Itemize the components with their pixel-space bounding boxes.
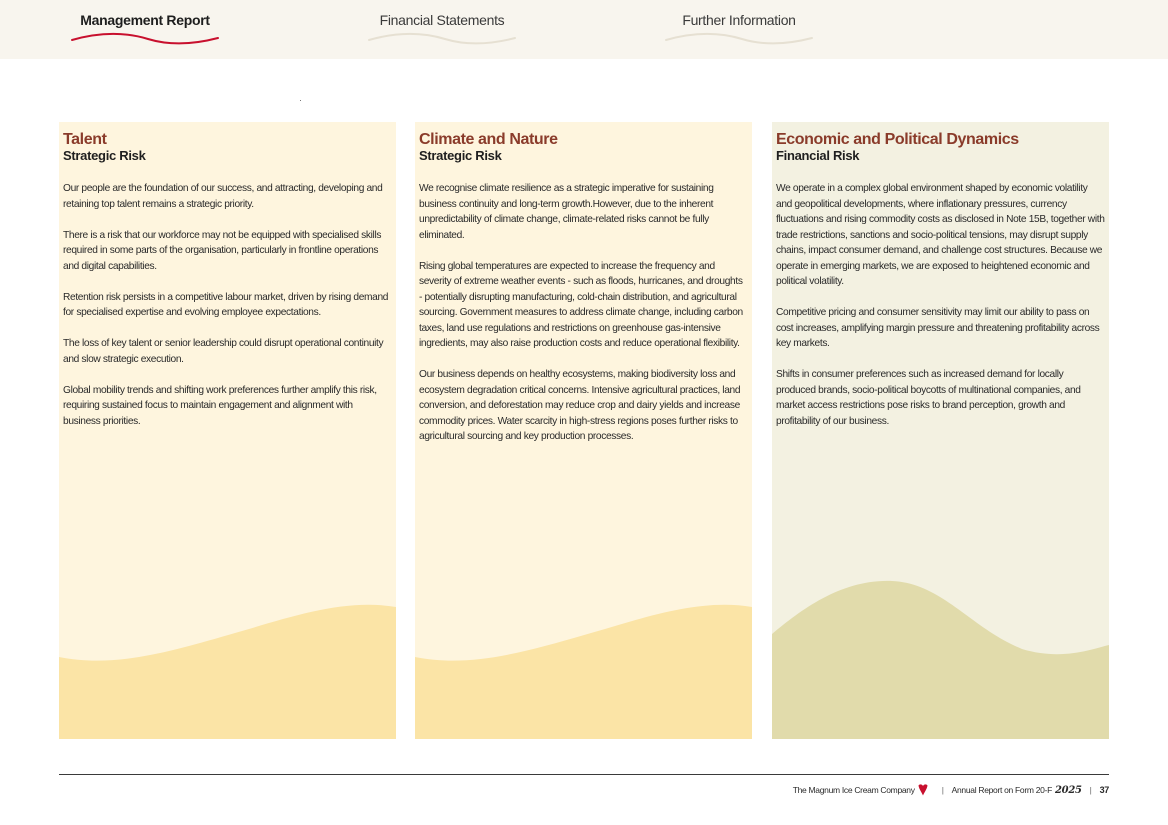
card-subtitle: Strategic Risk <box>419 148 502 163</box>
card-paragraph: We recognise climate resilience as a strategic imperative for sustaining business continuity and long-term growth.However, due to the inherent unpredictability of climate change, climate-related risks cannot be fully eliminated. <box>419 183 714 241</box>
card-paragraph: Shifts in consumer preferences such as increased demand for locally produced brands, socio-political boycotts of multinational companies, and market access restrictions pose risks to brand perception, growth and profitability of our business. <box>776 369 1081 427</box>
card-title: Talent <box>63 131 107 148</box>
stray-dot <box>300 100 301 101</box>
card-paragraph: Retention risk persists in a competitive labour market, driven by rising demand for specialised expertise and evolving employee expectations. <box>63 291 389 318</box>
card-paragraph: Our business depends on healthy ecosystems, making biodiversity loss and ecosystem degradation critical concerns. Intensive agricultural practices, land conversion, and deforestation may reduce crop and dairy yields and increase commodity prices. Water scarcity in high-stress regions poses further risks to agricultural sourcing and key production processes. <box>419 369 741 442</box>
tab-further-information[interactable] <box>664 12 814 48</box>
risk-card-climate-and-nature <box>415 122 752 739</box>
tab-financial-statements[interactable] <box>367 12 517 48</box>
tab-label: Financial Statements <box>379 12 505 28</box>
card-paragraph: Competitive pricing and consumer sensitivity may limit our ability to pass on cost increases, amplifying margin pressure and threatening profitability across key markets. <box>776 307 1100 349</box>
card-paragraph: Our people are the foundation of our success, and attracting, developing and retaining top talent remains a strategic priority. <box>63 183 383 210</box>
footer-year: 2025 <box>1055 784 1082 796</box>
tab-label: Management Report <box>80 12 210 28</box>
card-paragraph: Rising global temperatures are expected to increase the frequency and severity of extreme weather events - such as floods, hurricanes, and droughts - potentially disrupting manufacturing, cold-chain distribution, and agricultural sourcing. Government measures to address climate change, including carbon taxes, land use regulations and restrictions on greenhouse gas-intensive ingredients, may also raise production costs and reduce operational flexibility. <box>419 260 743 349</box>
footer-divider <box>59 774 1109 775</box>
footer-separator: | <box>1089 785 1092 795</box>
card-paragraph: There is a risk that our workforce may not be equipped with specialised skills required in some parts of the organisation, particularly in frontline operations and digital capabilities. <box>63 229 382 272</box>
risk-card-talent <box>59 122 396 739</box>
card-wave-decoration <box>59 589 396 739</box>
footer-separator: | <box>941 785 944 795</box>
page-footer <box>793 784 1109 796</box>
brand-heart-icon <box>918 784 928 796</box>
footer-report-name: Annual Report on Form 20-F <box>951 785 1053 795</box>
tab-underline-wave <box>70 32 220 46</box>
tab-label: Further Information <box>682 12 796 28</box>
card-wave-decoration <box>415 589 752 739</box>
tab-underline-wave <box>664 32 814 46</box>
card-title: Economic and Political Dynamics <box>776 131 1019 148</box>
card-paragraph: Global mobility trends and shifting work preferences further amplify this risk, requiring sustained focus to maintain engagement and alignment with business priorities. <box>63 384 377 427</box>
top-navigation-bar <box>0 0 1168 59</box>
card-paragraph: The loss of key talent or senior leadership could disrupt operational continuity and slow strategic execution. <box>63 338 384 365</box>
card-subtitle: Strategic Risk <box>63 148 146 163</box>
card-subtitle: Financial Risk <box>776 148 860 163</box>
footer-company-name: The Magnum Ice Cream Company <box>792 785 915 795</box>
tab-underline-wave <box>367 32 517 46</box>
card-paragraph: We operate in a complex global environment shaped by economic volatility and geopolitical developments, where inflationary pressures, currency fluctuations and rising commodity costs as disclosed in Note 15B, together with trade restrictions, sanctions and socio-political tensions, may disrupt supply chains, impact consumer demand, and challenge cost structures. Because we operate in emerging markets, we are exposed to heightened economic and political volatility. <box>776 183 1105 287</box>
page-number: 37 <box>1099 785 1109 795</box>
risk-card-economic-and-political-dynamics <box>772 122 1109 739</box>
card-title: Climate and Nature <box>419 131 558 148</box>
tab-management-report[interactable] <box>70 12 220 48</box>
card-wave-decoration <box>772 579 1109 739</box>
